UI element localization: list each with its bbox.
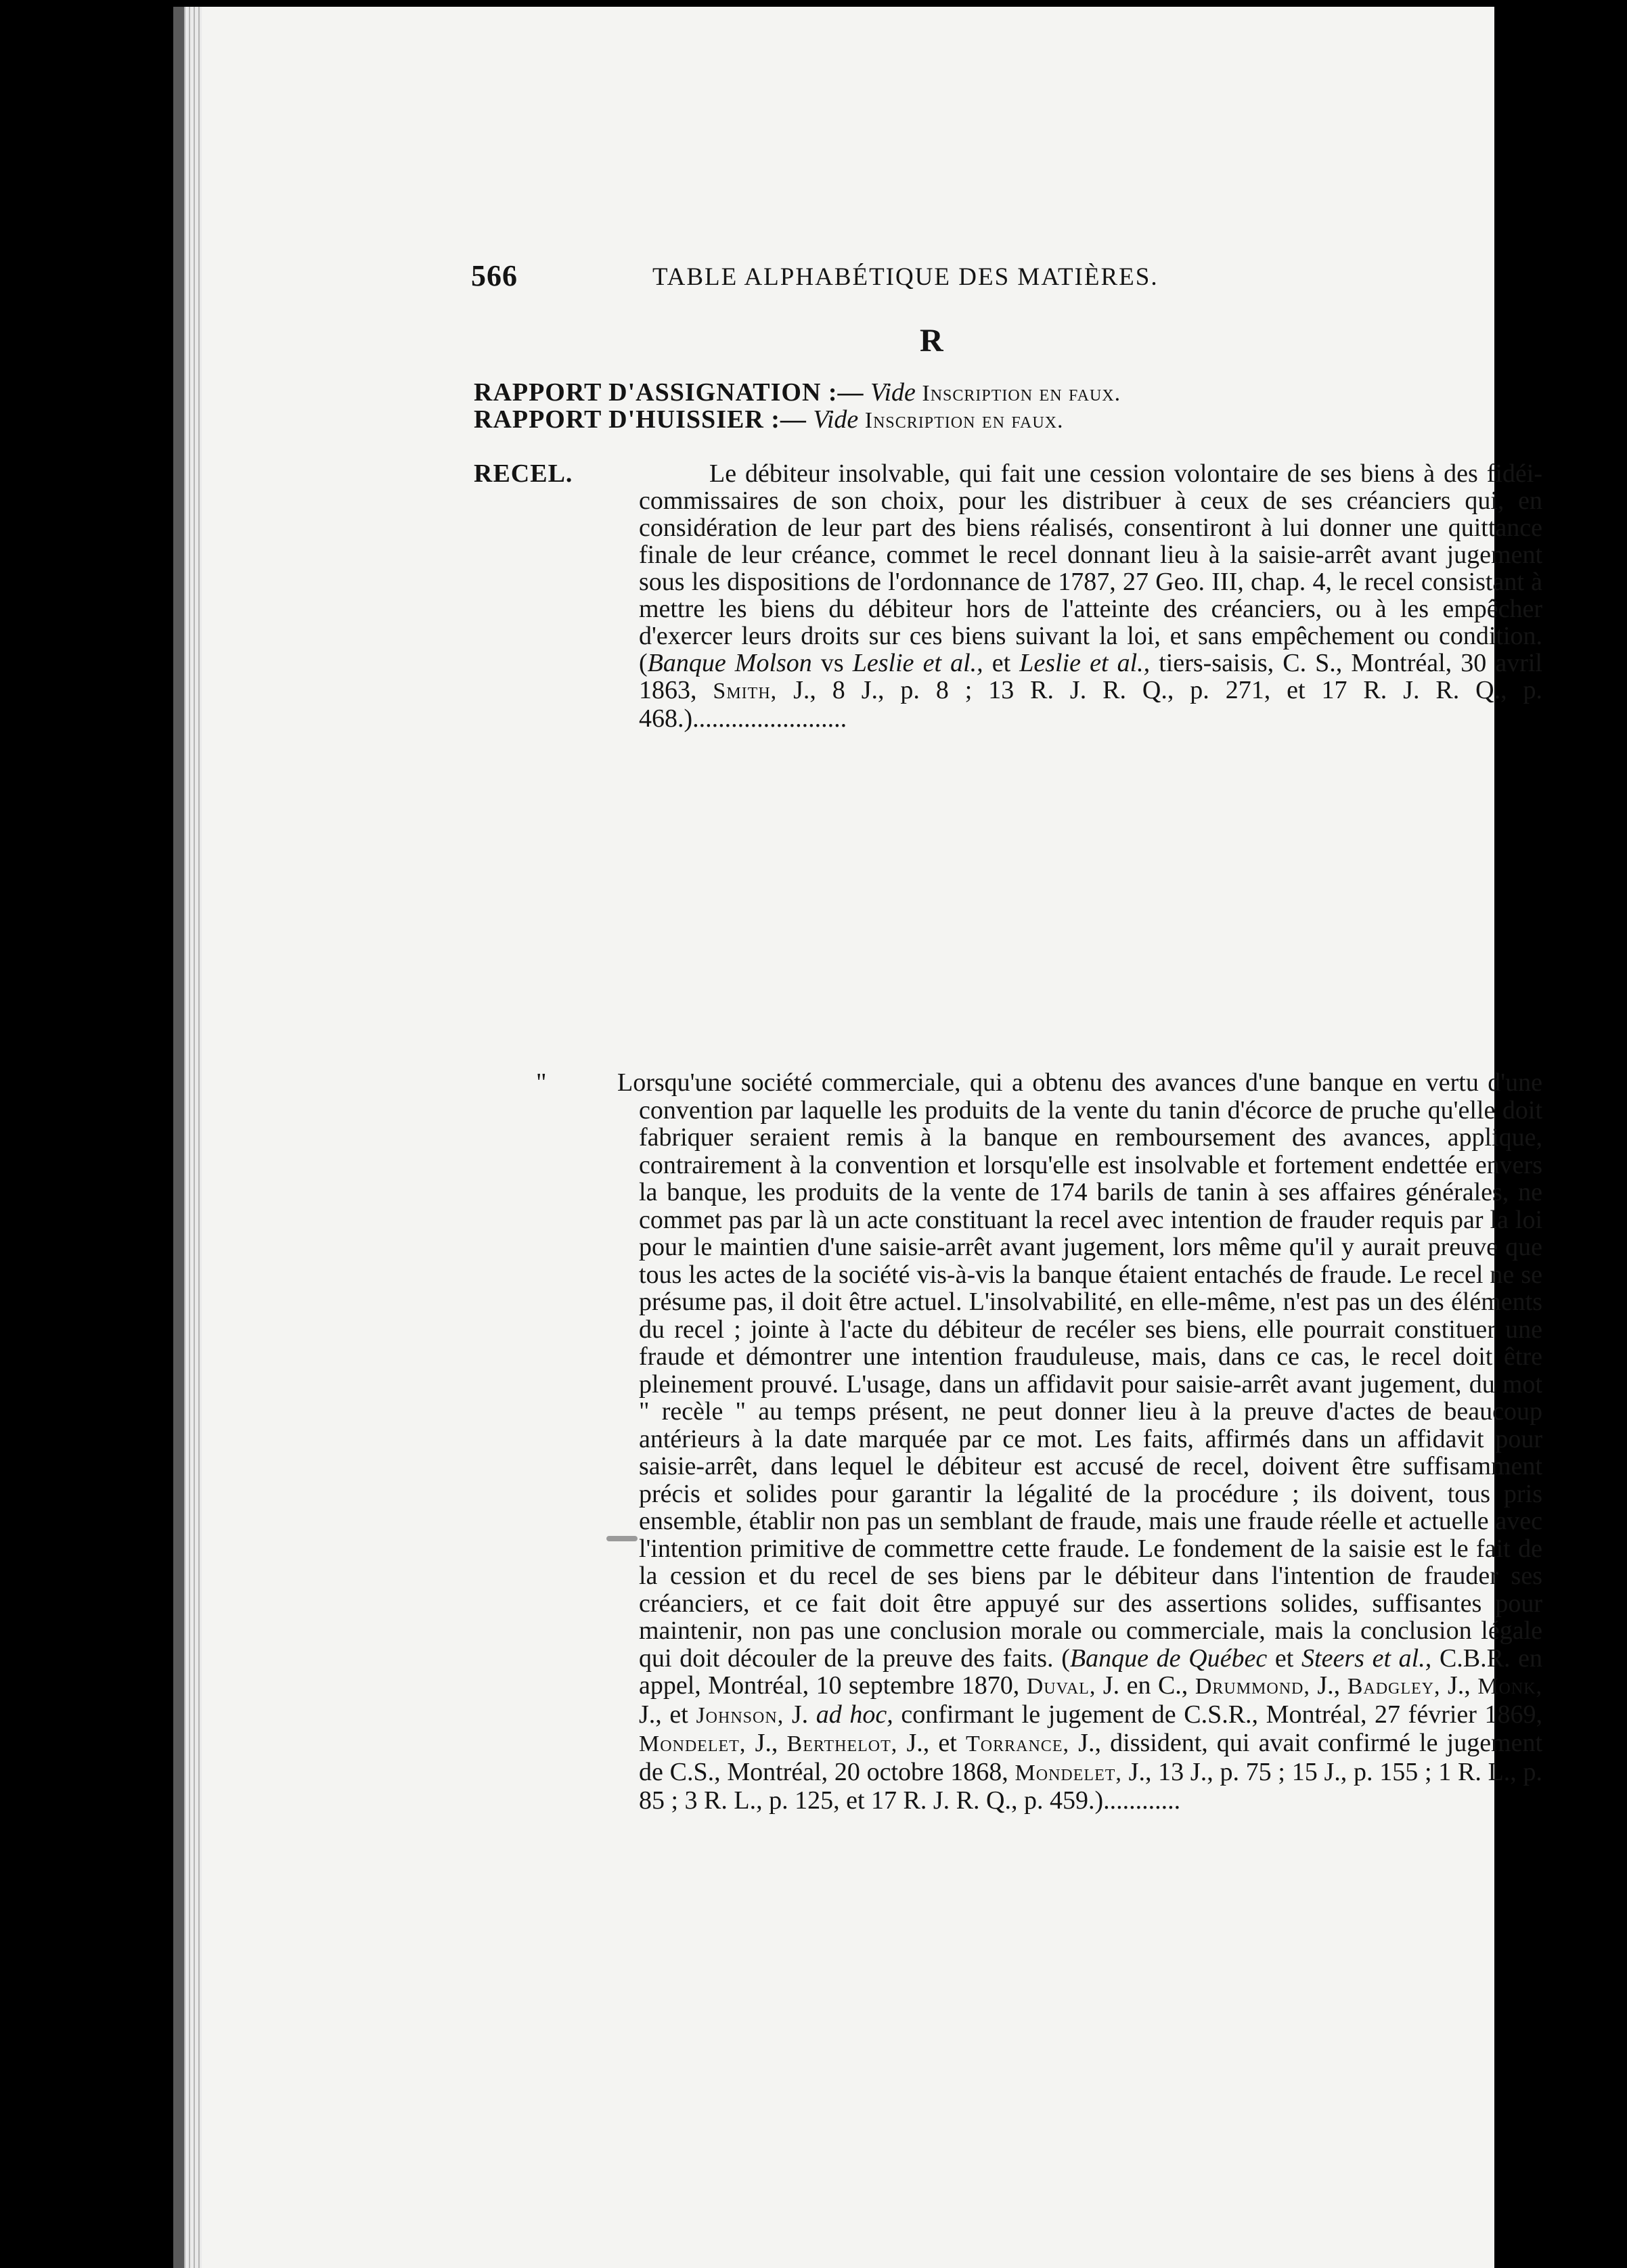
page-gutter-shadow <box>173 7 184 2268</box>
index-entry <box>474 379 1543 406</box>
section-letter: R <box>920 323 943 359</box>
citation-text: J. <box>791 1700 809 1729</box>
case-name: Banque Molson <box>647 649 812 677</box>
citation-text: J., et <box>906 1729 957 1757</box>
judge-name: Monk, <box>1477 1674 1543 1699</box>
citation-text: J. en C., <box>1102 1671 1188 1700</box>
latin-term: ad hoc, <box>816 1700 893 1729</box>
recel-paragraph-2-text: Lorsqu'une société commerciale, qui a obtenu des avances d'une banque en vertu d'une convention par laquelle les produits de la vente du tanin d'écorce de pruche qu'elle doit fabriquer seraient remis à la banque en remboursement des avances, applique, contrairement à la convention et lorsqu'elle est insolvable et fortement endettée envers la banque, les produits de la vente de 174 barils de tanin à ses affaires générales, ne commet pas par là un acte constituant la recel avec intention de frauder requis par la loi pour le maintien d'une saisie-arrêt avant jugement, lors même qu'il y aurait preuve que tous les actes de la société vis-à-vis la banque étaient entachés de fraude. Le recel ne se présume pas, il doit être actuel. L'insolvabilité, en elle-même, n'est pas un des éléments du recel ; jointe à l'acte du débiteur de recéler ses biens, elle pourrait constituer une fraude et démontrer une intention frauduleuse, mais, dans ce cas, le recel doit être pleinement prouvé. L'usage, dans un affidavit pour saisie-arrêt avant jugement, du mot " recèle " au temps présent, ne peut donner lieu à la preuve d'actes de beaucoup antérieurs à la date marquée par ce mot. Les faits, affirmés dans un affidavit pour saisie-arrêt, dans lequel le débiteur est accusé de recel, doivent être suffisamment précis et solides pour garantir la légalité de la procédure ; ils doivent, tous pris ensemble, établir non pas un semblant de fraude, mais une fraude réelle et actuelle avec l'intention primitive de commettre cette fraude. Le fondement de la saisie est le fait de la cession et du recel de ses biens par le débiteur dans l'intention de frauder ses créanciers, et ce fait doit être appuyé sur des assertions solides, suffisantes pour maintenir, non pas une conclusion morale ou commerciale, mais la conclusion légale qui doit découler de la preuve des faits. (Banque de Québec et Steers et al., C.B.R. en appel, Montréal, 10 septembre 1870, Duval, J. en C., Drummond, J., Badgley, J., Monk, J., et Johnson, J. ad hoc, confirmant le jugement de C.S.R., Montréal, 27 février 1869, Mondelet, J., Berthelot, J., et Torrance, J., dissident, qui avait confirmé le jugement de C.S., Montréal, 20 octobre 1868, Mondelet, J., 13 J., p. 75 ; 15 J., p. 155 ; 1 R. L., p. 85 ; 3 R. L., p. 125, et 17 R. J. R. Q., p. 459.)............ <box>617 1068 1543 1815</box>
judge-name: Badgley, <box>1347 1674 1441 1699</box>
judge-name: Mondelet, <box>639 1731 746 1756</box>
citation-text: J., <box>755 1729 778 1757</box>
cross-reference: Inscription en faux. <box>864 408 1064 433</box>
citation-text: et <box>991 649 1011 677</box>
citation-text: tiers-saisis, C. S., Montréal, 30 avril 1863, <box>639 649 1542 704</box>
vide-label: Vide <box>870 378 916 407</box>
judge-name: Mondelet, <box>1015 1760 1122 1786</box>
judge-name: Johnson, <box>696 1702 784 1728</box>
entry-headword: RAPPORT D'HUISSIER :— <box>474 405 807 434</box>
case-name: Banque de Québec <box>1069 1643 1268 1673</box>
case-name: Steers et al., <box>1301 1643 1432 1673</box>
citation-text: J., <box>1317 1671 1341 1700</box>
running-title: TABLE ALPHABÉTIQUE DES MATIÈRES. <box>652 263 1159 291</box>
citation-text: J., dissident, qui avait confirmé le jugement de C.S., Montréal, 20 octobre 1868, <box>639 1729 1543 1786</box>
recel-headword: RECEL. <box>474 459 573 488</box>
citation-text: J., et <box>639 1700 688 1729</box>
page-header <box>471 258 1391 299</box>
page-edge-lines <box>184 7 202 2268</box>
judge-name: Smith, <box>713 679 778 704</box>
citation-text: J., <box>1448 1671 1471 1700</box>
citation-text: vs <box>820 649 844 677</box>
vide-label: Vide <box>813 405 859 434</box>
citation-text: confirmant le jugement de C.S.R., Montréal, 27 février 1869, <box>901 1700 1543 1729</box>
paragraph-text: Le débiteur insolvable, qui fait une cession volontaire de ses biens à des fidéi-commissaires de son choix, pour les distribuer à ceux de ses créanciers qui, en considération de leur part des biens réalisés, consentiront à lui donner une quittance finale de leur créance, commet le recel donnant lieu à la saisie-arrêt avant jugement sous les dispositions de l'ordonnance de 1787, 27 Geo. III, chap. 4, le recel consistant à mettre les biens du débiteur hors de l'atteinte des créanciers, ou à les empêcher d'exercer leurs droits sur ces biens suivant la loi, et sans empêchement ou condition. <box>639 459 1542 650</box>
book-page <box>173 7 1543 2268</box>
ditto-mark: " <box>536 1068 547 1097</box>
judge-name: Berthelot, <box>786 1731 898 1756</box>
scan-smudge <box>606 1536 638 1541</box>
citation-refs: J., 13 J., p. 75 ; 15 J., p. 155 ; 1 R. L., p. 85 ; 3 R. L., p. 125, et 17 R. J. R. Q., p. 459.)............ <box>639 1757 1543 1815</box>
case-name: Leslie et al., <box>852 649 983 677</box>
entry-headword: RAPPORT D'ASSIGNATION :— <box>474 378 864 407</box>
citation-text: C.B.R. en appel, Montréal, 10 septembre 1870, <box>639 1643 1543 1700</box>
citation-refs: J., 8 J., p. 8 ; 13 R. J. R. Q., p. 271, et 17 R. J. R. Q., p. 468.)........................ <box>639 676 1542 733</box>
paragraph-text: Lorsqu'une société commerciale, qui a obtenu des avances d'une banque en vertu d'une convention par laquelle les produits de la vente du tanin d'écorce de pruche qu'elle doit fabriquer seraient remis à la banque en remboursement des avances, applique, contrairement à la convention et lorsqu'elle est insolvable et fortement endettée envers la banque, les produits de la vente de 174 barils de tanin à ses affaires générales, ne commet pas par là un acte constituant la recel avec intention de frauder requis par la loi pour le maintien d'une saisie-arrêt avant jugement, lors même qu'il y aurait preuve que tous les actes de la société vis-à-vis la banque étaient entachés de fraude. Le recel ne se présume pas, il doit être actuel. L'insolvabilité, en elle-même, n'est pas un des éléments du recel ; jointe à l'acte du débiteur de recéler ses biens, elle pourrait constituer une fraude et démontrer une intention frauduleuse, mais, dans ce cas, le recel doit être pleinement prouvé. L'usage, dans un affidavit pour saisie-arrêt avant jugement, du mot " recèle " au temps présent, ne peut donner lieu à la preuve d'actes de beaucoup antérieurs à la date marquée par ce mot. Les faits, affirmés dans un affidavit pour saisie-arrêt, dans lequel le débiteur est accusé de recel, doivent être suffisamment précis et solides pour garantir la légalité de la procédure ; ils doivent, tous pris ensemble, établir non pas un semblant de fraude, mais une fraude réelle et actuelle avec l'intention primitive de commettre cette fraude. Le fondement de la saisie est le fait de la cession et du recel de ses biens par le débiteur dans l'intention de frauder ses créanciers, et ce fait doit être appuyé sur des assertions solides, suffisantes pour maintenir, non pas une conclusion morale ou commerciale, mais la conclusion légale qui doit découler de la preuve des faits. <box>617 1068 1542 1673</box>
judge-name: Torrance, <box>966 1731 1069 1756</box>
judge-name: Duval, <box>1026 1674 1096 1699</box>
recel-paragraph-1-text: Le débiteur insolvable, qui fait une cession volontaire de ses biens à des fidéi-commissaires de son choix, pour les distribuer à ceux de ses créanciers qui, en considération de leur part des biens réalisés, consentiront à lui donner une quittance finale de leur créance, commet le recel donnant lieu à la saisie-arrêt avant jugement sous les dispositions de l'ordonnance de 1787, 27 Geo. III, chap. 4, le recel consistant à mettre les biens du débiteur hors de l'atteinte des créanciers, ou à les empêcher d'exercer leurs droits sur ces biens suivant la loi, et sans empêchement ou condition. (Banque Molson vs Leslie et al., et Leslie et al., tiers-saisis, C. S., Montréal, 30 avril 1863, Smith, J., 8 J., p. 8 ; 13 R. J. R. Q., p. 271, et 17 R. J. R. Q., p. 468.)........................ <box>639 459 1542 733</box>
page-number: 566 <box>471 259 518 292</box>
judge-name: Drummond, <box>1195 1674 1310 1699</box>
citation-text: et <box>1274 1643 1294 1673</box>
index-body <box>474 378 1543 1815</box>
case-name: Leslie et al., <box>1019 649 1151 677</box>
cross-reference: Inscription en faux. <box>922 381 1121 406</box>
index-entry <box>474 406 1543 433</box>
